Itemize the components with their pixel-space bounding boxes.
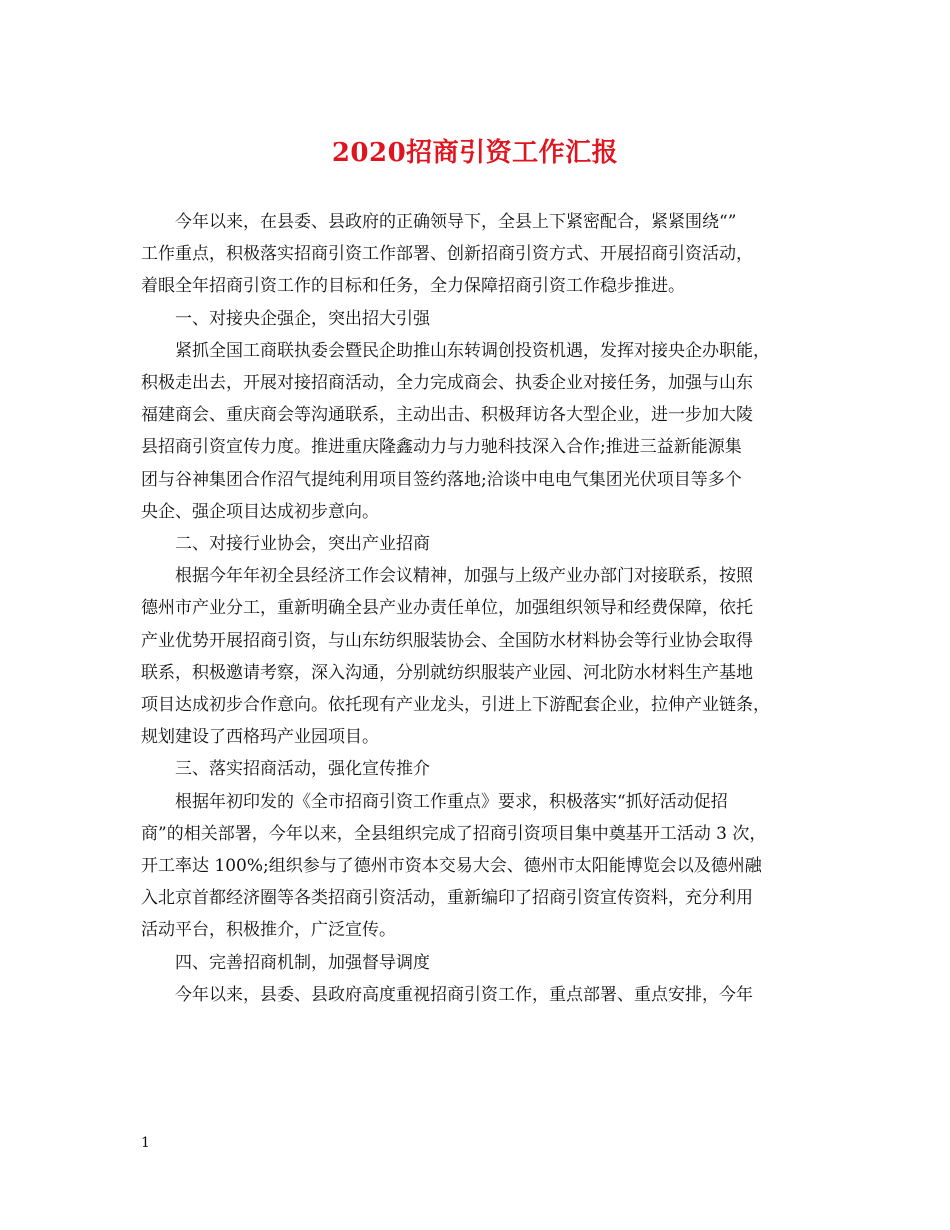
text-line: 二、对接行业协会，突出产业招商 <box>175 534 430 555</box>
text-line: 央企、强企项目达成初步意向。 <box>141 501 379 522</box>
text-line: 今年以来，县委、县政府高度重视招商引资工作，重点部署、重点安排，今年 <box>175 984 753 1005</box>
text-line: 产业优势开展招商引资，与山东纺织服装协会、全国防水材料协会等行业协会取得 <box>141 630 753 651</box>
text-line: 团与谷神集团合作沼气提纯利用项目签约落地;洽谈中电电气集团光伏项目等多个 <box>141 469 742 490</box>
body-paragraph <box>141 560 811 753</box>
text-line: 规划建设了西格玛产业园项目。 <box>141 727 379 748</box>
text-line: 福建商会、重庆商会等沟通联系，主动出击、积极拜访各大型企业，进一步加大陵 <box>141 405 753 426</box>
text-line: 着眼全年招商引资工作的目标和任务，全力保障招商引资工作稳步推进。 <box>141 276 685 297</box>
text-line: 今年以来，在县委、县政府的正确领导下，全县上下紧密配合，紧紧围绕“” <box>175 212 737 232</box>
text-line: 工作重点，积极落实招商引资工作部署、创新招商引资方式、开展招商引资活动， <box>141 244 753 265</box>
text-line: 根据年初印发的《全市招商引资工作重点》要求，积极落实“抓好活动促招 <box>175 791 728 812</box>
body-paragraph <box>141 206 811 303</box>
page-number: 1 <box>141 1135 150 1151</box>
text-line: 紧抓全国工商联执委会暨民企助推山东转调创投资机遇，发挥对接央企办职能， <box>175 340 770 361</box>
text-line: 县招商引资宣传力度。推进重庆隆鑫动力与力驰科技深入合作;推进三益新能源集 <box>141 437 742 458</box>
section-heading <box>141 303 811 335</box>
document-body <box>141 206 811 1011</box>
text-line: 三、落实招商活动，强化宣传推介 <box>175 759 430 780</box>
body-paragraph <box>141 335 811 528</box>
text-line: 入北京首都经济圈等各类招商引资活动，重新编印了招商引资宣传资料，充分利用 <box>141 888 753 909</box>
text-line: 根据今年年初全县经济工作会议精神，加强与上级产业办部门对接联系，按照 <box>175 566 753 587</box>
document-title: 2020招商引资工作汇报 <box>331 138 619 168</box>
section-heading <box>141 753 811 785</box>
text-line: 开工率达 100%;组织参与了德州市资本交易大会、德州市太阳能博览会以及德州融 <box>141 856 762 877</box>
section-heading <box>141 947 811 979</box>
body-paragraph <box>141 979 811 1011</box>
text-line: 活动平台，积极推介，广泛宣传。 <box>141 920 396 941</box>
text-line: 积极走出去，开展对接招商活动，全力完成商会、执委企业对接任务，加强与山东 <box>141 373 753 394</box>
text-line: 商”的相关部署，今年以来，全县组织完成了招商引资项目集中奠基开工活动 3 次， <box>141 823 767 844</box>
text-line: 一、对接央企强企，突出招大引强 <box>175 308 430 329</box>
text-line: 项目达成初步合作意向。依托现有产业龙头，引进上下游配套企业，拉伸产业链条， <box>141 695 770 716</box>
body-paragraph <box>141 786 811 947</box>
section-heading <box>141 528 811 560</box>
text-line: 四、完善招商机制，加强督导调度 <box>175 952 430 973</box>
text-line: 联系，积极邀请考察，深入沟通，分别就纺织服装产业园、河北防水材料生产基地 <box>141 662 753 683</box>
text-line: 德州市产业分工，重新明确全县产业办责任单位，加强组织领导和经费保障，依托 <box>141 598 753 619</box>
